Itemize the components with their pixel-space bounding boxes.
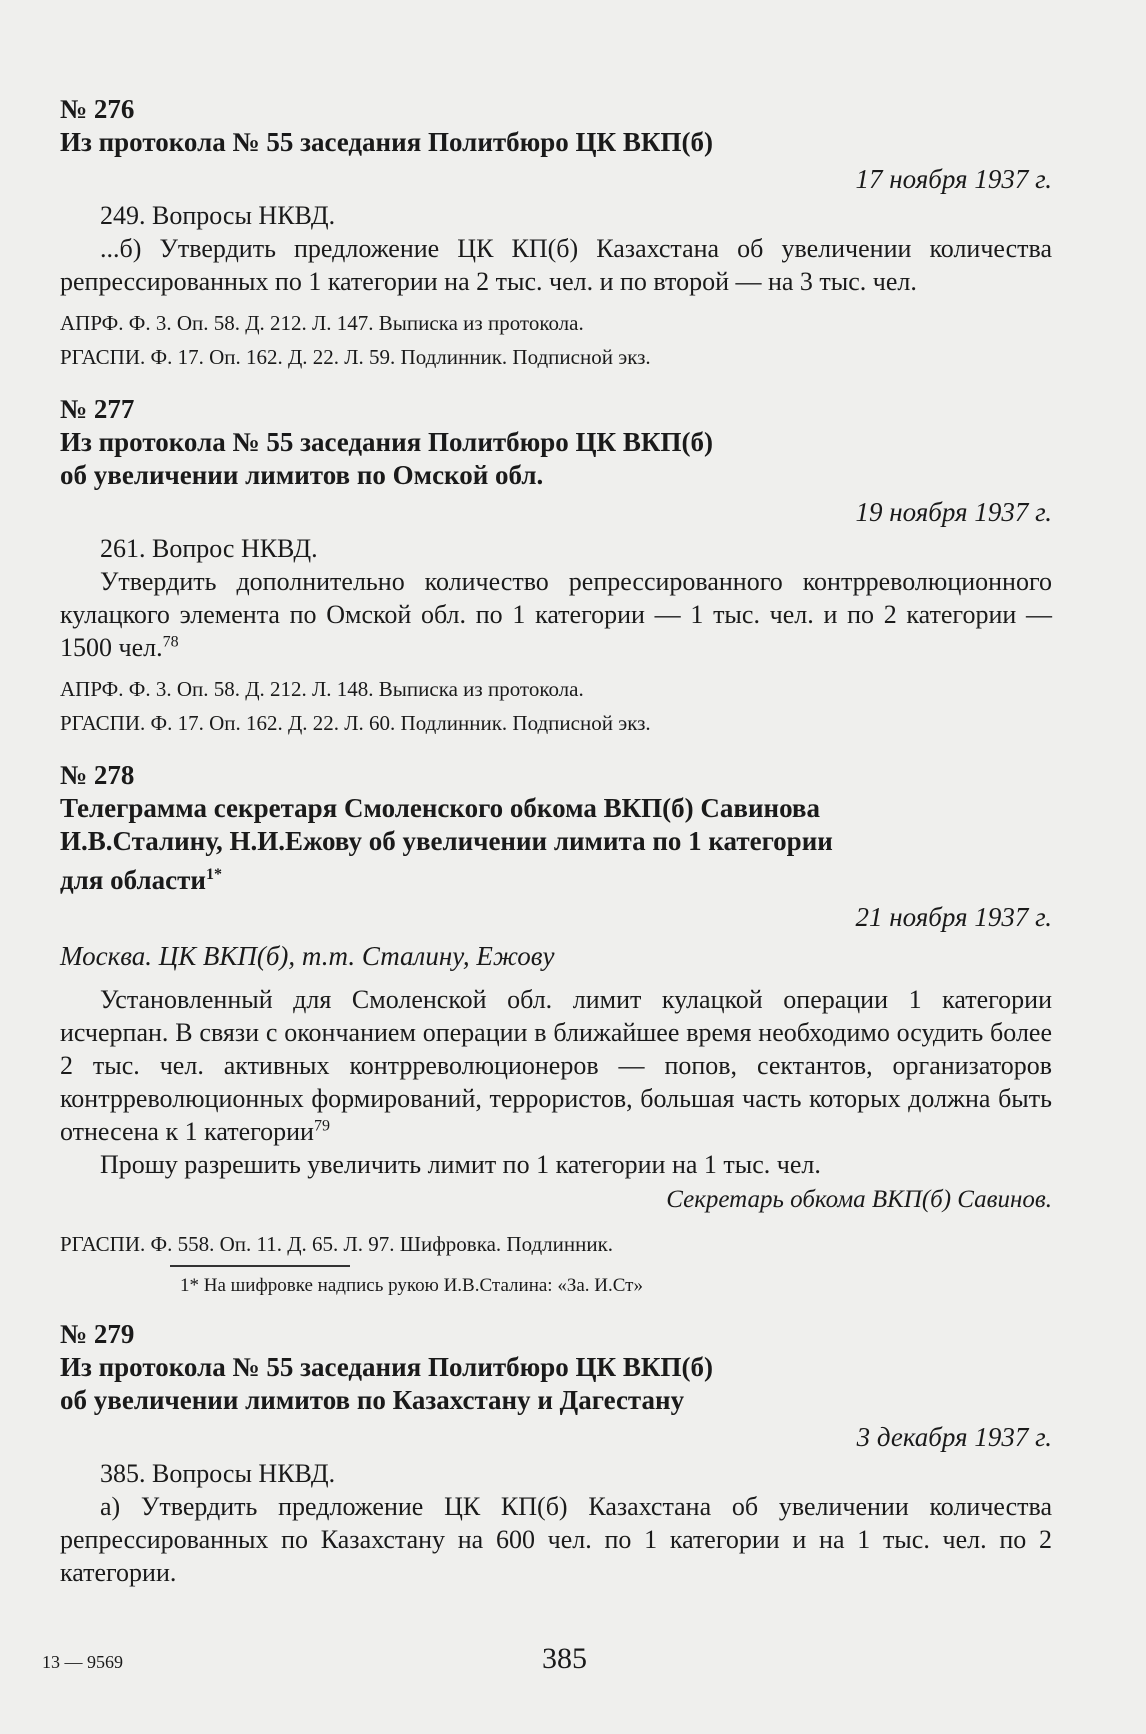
doc-278-title-line-3 bbox=[60, 858, 1052, 897]
doc-278-date: 21 ноября 1937 г. bbox=[855, 902, 1052, 932]
document-276 bbox=[60, 92, 1052, 374]
doc-276-date: 17 ноября 1937 г. bbox=[855, 164, 1052, 194]
page-content bbox=[60, 92, 1052, 1589]
document-278 bbox=[60, 758, 1052, 1299]
doc-278-para-1 bbox=[60, 983, 1052, 1148]
doc-276-para-2: ...б) Утвердить предложение ЦК КП(б) Казахстана об увеличении количества репрессированных по 1 категории на 2 тыс. чел. и по второй — на 3 тыс. чел. bbox=[60, 234, 1052, 296]
doc-278-para-2: Прошу разрешить увеличить лимит по 1 категории на 1 тыс. чел. bbox=[100, 1150, 821, 1179]
doc-279-number: № 279 bbox=[60, 1319, 135, 1349]
doc-276-title: Из протокола № 55 заседания Политбюро ЦК ВКП(б) bbox=[60, 127, 713, 157]
doc-277-para-2-text: Утвердить дополнительно количество репрессированного контрреволюционного кулацкого элемента по Омской обл. по 1 категории — 1 тыс. чел. и по 2 категории — 1500 чел. bbox=[60, 567, 1052, 662]
doc-279-date: 3 декабря 1937 г. bbox=[856, 1422, 1052, 1452]
doc-277-title-line-2: об увеличении лимитов по Омской обл. bbox=[60, 460, 544, 490]
doc-278-title-line-1: Телеграмма секретаря Смоленского обкома ВКП(б) Савинова bbox=[60, 793, 820, 823]
document-277 bbox=[60, 392, 1052, 740]
doc-278-source-1: РГАСПИ. Ф. 558. Оп. 11. Д. 65. Л. 97. Шифровка. Подлинник. bbox=[60, 1232, 614, 1256]
doc-278-signature: Секретарь обкома ВКП(б) Савинов. bbox=[666, 1186, 1052, 1213]
printer-signature-mark: 13 — 9569 bbox=[42, 1652, 123, 1672]
doc-276-para-1: 249. Вопросы НКВД. bbox=[100, 201, 336, 230]
footnote-ref-1: 1* bbox=[205, 866, 222, 883]
doc-276-source-1: АПРФ. Ф. 3. Оп. 58. Д. 212. Л. 147. Выписка из протокола. bbox=[60, 311, 584, 335]
doc-279-title-line-2: об увеличении лимитов по Казахстану и Дагестану bbox=[60, 1385, 685, 1415]
doc-277-date: 19 ноября 1937 г. bbox=[855, 497, 1052, 527]
footnote-ref-78: 78 bbox=[162, 633, 179, 651]
doc-277-number: № 277 bbox=[60, 394, 135, 424]
doc-277-source-2: РГАСПИ. Ф. 17. Оп. 162. Д. 22. Л. 60. Подлинник. Подписной экз. bbox=[60, 711, 651, 735]
doc-278-address: Москва. ЦК ВКП(б), т.т. Сталину, Ежову bbox=[60, 941, 555, 971]
doc-277-title-line-1: Из протокола № 55 заседания Политбюро ЦК ВКП(б) bbox=[60, 427, 713, 457]
doc-278-title-line-2: И.В.Сталину, Н.И.Ежову об увеличении лимита по 1 категории bbox=[60, 826, 833, 856]
doc-278-number: № 278 bbox=[60, 760, 135, 790]
doc-276-source-2: РГАСПИ. Ф. 17. Оп. 162. Д. 22. Л. 59. Подлинник. Подписной экз. bbox=[60, 345, 651, 369]
footnote-ref-79: 79 bbox=[313, 1117, 330, 1135]
footnote-divider bbox=[170, 1265, 350, 1267]
page-number: 385 bbox=[542, 1642, 587, 1675]
document-279 bbox=[60, 1317, 1052, 1589]
doc-278-para-1-text: Установленный для Смоленской обл. лимит кулацкой операции 1 категории исчерпан. В связи с окончанием операции в ближайшее время необходимо осудить более 2 тыс. чел. активных контрреволюционеров — попов, сектантов, организаторов контрреволюционных формирований, террористов, большая часть которых должна быть отнесена к 1 категории bbox=[60, 985, 1052, 1146]
doc-278-footnote: 1* На шифровке надпись рукою И.В.Сталина: «За. И.Ст» bbox=[180, 1275, 643, 1296]
doc-277-source-1: АПРФ. Ф. 3. Оп. 58. Д. 212. Л. 148. Выписка из протокола. bbox=[60, 677, 584, 701]
doc-279-para-2: а) Утвердить предложение ЦК КП(б) Казахстана об увеличении количества репрессированных по Казахстану на 600 чел. по 1 категории и на 1 тыс. чел. по 2 категории. bbox=[60, 1492, 1052, 1587]
doc-279-para-1: 385. Вопросы НКВД. bbox=[100, 1459, 336, 1488]
doc-279-title-line-1: Из протокола № 55 заседания Политбюро ЦК ВКП(б) bbox=[60, 1352, 713, 1382]
doc-277-para-1: 261. Вопрос НКВД. bbox=[100, 534, 318, 563]
doc-276-number: № 276 bbox=[60, 94, 135, 124]
page-footer bbox=[42, 1642, 1042, 1680]
doc-277-para-2 bbox=[60, 565, 1052, 664]
doc-278-title-line-3-text: для области bbox=[60, 865, 206, 895]
